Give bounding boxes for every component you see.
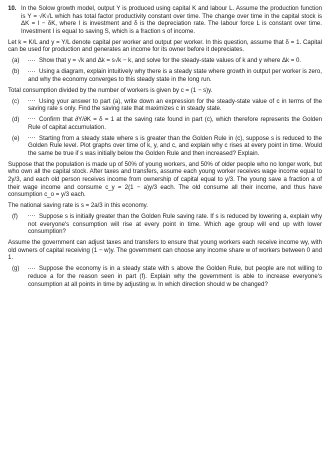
part-f bbox=[8, 213, 322, 236]
part-text: Suppose the economy is in a steady state with s above the Golden Rule, but people are not willing to reduce a for the reason seen in part (f). Explain why the government is able to increase everyone's consumption at all points in time by adjusting w. In which direction should w be changed? bbox=[28, 265, 322, 288]
part-g bbox=[8, 265, 322, 288]
intro-paragraph-2: Let k = K/L and y = Y/L denote capital per worker and output per worker. In this question, assume that δ = 1. Capital can be used for production and generates an income for its owner before it depreciates. bbox=[8, 38, 322, 54]
answer-mark-icon bbox=[28, 268, 35, 270]
part-label: (g) bbox=[12, 265, 20, 273]
part-text: Confirm that ∂Y/∂K = δ = 1 at the saving rate found in part (c), which therefore represents the Golden Rule of capital accumulation. bbox=[28, 116, 322, 131]
national-saving-statement: The national saving rate is s = 2a/3 in this economy. bbox=[8, 202, 148, 210]
part-text: Using your answer to part (a), write down an expression for the steady-state value of c in terms of the saving rate s only. Find the saving rate that maximizes c in steady state. bbox=[28, 97, 322, 113]
government-intro: Assume the government can adjust taxes and transfers to ensure that young workers each receive income wy, with old owners of capital receiving (1 − w)y. The government can choose any income share w of workers between 0 and 1. bbox=[8, 239, 322, 262]
part-e bbox=[8, 135, 322, 158]
part-text: Using a diagram, explain intuitively why there is a steady state where growth in output per worker is zero, and why the economy converges to this steady state in the long run. bbox=[28, 68, 322, 83]
answer-mark-icon bbox=[28, 118, 35, 120]
part-c bbox=[8, 98, 322, 113]
part-text: Show that y = √k and Δk = s√k − k, and solve for the steady-state values of k and y where Δk = 0. bbox=[39, 57, 302, 65]
part-label: (d) bbox=[12, 116, 20, 123]
part-d bbox=[8, 116, 322, 131]
intro-paragraph-1: In the Solow growth model, output Y is produced using capital K and labour L. Assume the production function is Y = √K√L which has total factor productivity constant over time. The change over time in the capital stock is ΔK = I − δK, where I is investment and δ is the depreciation rate. The labour force L is constant over time. Investment I is equal to saving S, which is a fraction s of income. bbox=[21, 5, 322, 35]
part-label: (f) bbox=[12, 212, 18, 220]
question-header bbox=[8, 5, 322, 36]
part-b bbox=[8, 68, 322, 83]
part-label: (e) bbox=[12, 134, 20, 142]
question-number: 10. bbox=[8, 5, 17, 12]
part-text: Starting from a steady state where s is greater than the Golden Rule in (c), suppose s is reduced to the Golden Rule level. Plot graphs over time of k, y, and c, and explain why c rises at every point in time. Would the same be true if s was initially below the Golden Rule and then increased? Explain. bbox=[28, 134, 322, 157]
population-intro: Suppose that the population is made up of 50% of young workers, and 50% of older people who no longer work, but who own all the capital stock. After taxes and transfers, assume each young worker receives wage income equal to 2y/3, and each old person receives income from ownership of capital equal to y/3. The young save a fraction a of their wage income and consume c_y = 2(1 − a)y/3 each. The old consume all their income, and thus have consumption c_o = y/3 each. bbox=[8, 160, 322, 199]
part-label: (a) bbox=[12, 57, 20, 65]
answer-mark-icon bbox=[28, 215, 35, 217]
answer-mark-icon bbox=[28, 100, 35, 102]
answer-mark-icon bbox=[28, 137, 35, 139]
consumption-intro: Total consumption divided by the number of workers is given by c = (1 − s)y. bbox=[8, 86, 213, 94]
part-label: (c) bbox=[12, 97, 20, 105]
answer-mark-icon bbox=[28, 71, 35, 73]
part-a bbox=[8, 57, 322, 65]
answer-mark-icon bbox=[28, 60, 35, 62]
part-label: (b) bbox=[12, 68, 20, 76]
part-text: Suppose s is initially greater than the Golden Rule saving rate. If s is reduced by lowering a, explain why not everyone's consumption will rise at every point in time. Which age group will end up with lower consumption? bbox=[28, 212, 322, 236]
